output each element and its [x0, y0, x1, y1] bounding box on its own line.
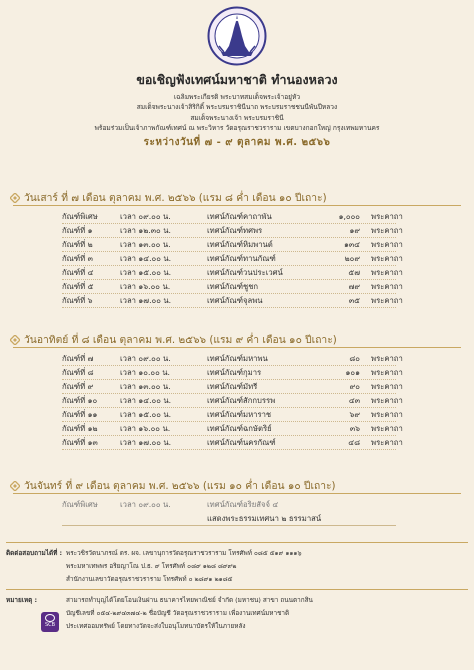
day-header [10, 190, 464, 206]
verse-unit: พระคาถา [371, 282, 403, 291]
contact-line [6, 560, 468, 573]
verse-count: ๑,๐๐๐ [338, 212, 360, 221]
day-header-text: วันจันทร์ ที่ ๙ เดือน ตุลาคม พ.ศ. ๒๕๖๖ (แรม ๑๐ ค่ำ เดือน ๑๐ ปีเถาะ) [24, 480, 336, 492]
sermon-name: เทศน์กัณฑ์ทานกัณฑ์ [207, 254, 276, 263]
day-section-saturday [10, 190, 464, 308]
verse-unit: พระคาถา [371, 296, 403, 305]
verse-count: ๓๖ [349, 424, 360, 433]
schedule-row [62, 352, 403, 366]
time: เวลา ๑๓.๐๐ น. [120, 240, 171, 249]
time: เวลา ๐๙.๐๐ น. [120, 354, 171, 363]
bank-logo-icon: SCB [41, 612, 59, 632]
diamond-ornament-icon [10, 481, 20, 491]
schedule-row [62, 252, 403, 266]
schedule-row [62, 224, 403, 238]
verse-unit: พระคาถา [371, 424, 403, 433]
verse-count: ๔๘ [348, 438, 360, 447]
time: เวลา ๐๙.๐๐ น. [120, 212, 171, 221]
sermon-name: เทศน์กัณฑ์อริยสัจจ์ ๔ [207, 500, 279, 509]
time: เวลา ๐๙.๐๐ น. [120, 500, 171, 509]
time: เวลา ๑๓.๐๐ น. [120, 382, 171, 391]
time: เวลา ๑๖.๐๐ น. [120, 282, 171, 291]
verse-count: ๙๐ [349, 382, 360, 391]
sermon-name: เทศน์กัณฑ์จุลพน [207, 296, 263, 305]
verse-unit: พระคาถา [371, 354, 403, 363]
contact-value: สำนักงานเลขาวัดอรุณราชวราราม โทรศัพท์ ๐ ๒๘๙๑ ๒๑๘๕ [66, 575, 233, 583]
dedication-line: พร้อมร่วมเป็นเจ้าภาพกัณฑ์เทศน์ ณ พระวิหาร วัดอรุณราชวราราม เขตบางกอกใหญ่ กรุงเทพมหานคร [94, 123, 380, 132]
verse-count: ๖๙ [349, 410, 360, 419]
schedule-row [62, 210, 403, 224]
contact-line [6, 573, 468, 586]
diamond-ornament-icon [10, 335, 20, 345]
verse-count: ๕๗ [348, 268, 360, 277]
diamond-ornament-icon [10, 193, 20, 203]
time: เวลา ๑๗.๐๐ น. [120, 438, 172, 447]
day-header [10, 332, 464, 348]
remark-line [6, 607, 468, 620]
contact-section [6, 547, 468, 633]
sermon-name: เทศน์กัณฑ์คาถาพัน [207, 212, 272, 221]
sermon-name: เทศน์กัณฑ์มหาราช [207, 410, 272, 419]
day-header [10, 478, 464, 494]
kan-number: กัณฑ์ที่ ๑ [62, 226, 93, 235]
header [0, 72, 474, 150]
kan-number: กัณฑ์ที่ ๖ [62, 296, 93, 305]
contact-value: พระมหาเทพพร อริยญาโณ ป.ธ. ๙ โทรศัพท์ ๐๘๙ ๑๒๘ ๘๙๙๒ [66, 562, 237, 570]
time: เวลา ๑๔.๐๐ น. [120, 396, 172, 405]
day-section-monday [10, 478, 464, 526]
verse-unit: พระคาถา [371, 226, 403, 235]
temple-emblem-icon [207, 6, 267, 66]
kan-number: กัณฑ์พิเศษ [62, 212, 98, 221]
schedule-list [62, 210, 403, 308]
dedication-line: เฉลิมพระเกียรติ พระบาทสมเด็จพระเจ้าอยู่หัว [173, 93, 301, 101]
schedule-row [62, 436, 403, 450]
sermon-note: แสดงพระธรรมเทศนา ๒ ธรรมาสน์ [207, 514, 322, 523]
schedule-list [62, 498, 392, 526]
time: เวลา ๑๒.๓๐ น. [120, 226, 171, 235]
schedule-row [62, 280, 403, 294]
dedication-line: สมเด็จพระนางเจ้าสิริกิติ์ พระบรมราชินีนาถ พระบรมราชชนนีพันปีหลวง [136, 103, 338, 112]
verse-unit: พระคาถา [371, 368, 403, 377]
kan-number: กัณฑ์ที่ ๓ [62, 254, 93, 263]
sermon-name: เทศน์กัณฑ์มัทรี [207, 382, 258, 391]
remark-value: ประเทศออมทรัพย์ โดยทางวัดจะส่งใบอนุโมทนาบัตรให้ในภายหลัง [66, 622, 246, 630]
schedule-row [62, 366, 403, 380]
verse-unit: พระคาถา [371, 212, 403, 221]
verse-count: ๗๙ [348, 282, 360, 291]
verse-count: ๒๐๙ [344, 254, 360, 263]
dedication-line: สมเด็จพระนางเจ้า พระบรมราชินี [190, 113, 284, 122]
divider [6, 589, 468, 590]
time: เวลา ๑๕.๐๐ น. [120, 268, 172, 277]
time: เวลา ๑๖.๐๐ น. [120, 424, 171, 433]
time: เวลา ๑๔.๐๐ น. [120, 254, 172, 263]
schedule-row [62, 394, 403, 408]
schedule-row [62, 266, 403, 280]
verse-count: ๑๓๔ [344, 240, 360, 249]
sermon-name: เทศน์กัณฑ์ทศพร [207, 226, 263, 235]
kan-number: กัณฑ์ที่ ๒ [62, 240, 93, 249]
verse-unit: พระคาถา [371, 254, 403, 263]
sermon-name: เทศน์กัณฑ์นครกัณฑ์ [207, 438, 276, 447]
kan-number: กัณฑ์ที่ ๙ [62, 382, 94, 391]
schedule-row [62, 294, 403, 308]
schedule-row [62, 498, 392, 512]
schedule-row [62, 238, 403, 252]
kan-number: กัณฑ์ที่ ๑๑ [62, 410, 98, 419]
schedule-row [62, 408, 403, 422]
verse-count: ๔๓ [348, 396, 360, 405]
verse-unit: พระคาถา [371, 410, 403, 419]
divider [13, 347, 461, 348]
sermon-name: เทศน์กัณฑ์ฉกษัตริย์ [207, 424, 272, 433]
kan-number: กัณฑ์ที่ ๗ [62, 354, 94, 363]
kan-number: กัณฑ์ที่ ๘ [62, 368, 94, 377]
kan-number: กัณฑ์พิเศษ [62, 500, 98, 509]
schedule-row [62, 422, 403, 436]
remark-value: สามารถทำบุญได้โดยโอนเงินผ่าน ธนาคารไทยพาณิชย์ จำกัด (มหาชน) สาขา ถนนตากสิน [66, 596, 313, 604]
sermon-name: เทศน์กัณฑ์วนประเวศน์ [207, 268, 283, 277]
time: เวลา ๑๕.๐๐ น. [120, 410, 172, 419]
verse-unit: พระคาถา [371, 396, 403, 405]
schedule-row [62, 380, 403, 394]
day-section-sunday [10, 332, 464, 450]
remark-line [6, 620, 468, 633]
verse-unit: พระคาถา [371, 382, 403, 391]
contact-label: ติดต่อสอบถามได้ที่ : [6, 549, 63, 557]
schedule-list [62, 352, 403, 450]
time: เวลา ๑๗.๐๐ น. [120, 296, 172, 305]
page-title: ขอเชิญฟังเทศน์มหาชาติ ทำนองหลวง [136, 72, 338, 87]
sermon-name: เทศน์กัณฑ์มหาพน [207, 354, 268, 363]
kan-number: กัณฑ์ที่ ๑๓ [62, 438, 98, 447]
sermon-name: เทศน์กัณฑ์ชูชก [207, 282, 259, 291]
divider [13, 205, 461, 206]
divider [6, 542, 468, 543]
sermon-name: เทศน์กัณฑ์สักกบรรพ [207, 396, 276, 405]
verse-count: ๑๙ [349, 226, 360, 235]
kan-number: กัณฑ์ที่ ๔ [62, 268, 94, 277]
kan-number: กัณฑ์ที่ ๕ [62, 282, 94, 291]
schedule-row-note [62, 512, 392, 526]
kan-number: กัณฑ์ที่ ๑๐ [62, 396, 98, 405]
remark-value: บัญชีเลขที่ ๐๕๔-๒๙๔๓๗๔-๒ ชื่อบัญชี วัดอรุณราชวราราม เพื่องานเทศน์มหาชาติ [66, 609, 290, 617]
verse-unit: พระคาถา [371, 268, 403, 277]
contact-value: พระวชิรวัตนาภรณ์ ดร. ผจ. เลขานุการวัดอรุณราชวราราม โทรศัพท์ ๐๘๕ ๕๑๙ ๑๑๑๖ [66, 549, 302, 557]
day-header-text: วันอาทิตย์ ที่ ๘ เดือน ตุลาคม พ.ศ. ๒๕๖๖ (แรม ๙ ค่ำ เดือน ๑๐ ปีเถาะ) [24, 334, 337, 346]
verse-count: ๓๕ [348, 296, 360, 305]
remark-line [6, 594, 468, 607]
sermon-name: เทศน์กัณฑ์หิมพานต์ [207, 240, 273, 249]
sermon-name: เทศน์กัณฑ์กุมาร [207, 368, 262, 377]
verse-count: ๘๐ [349, 354, 360, 363]
kan-number: กัณฑ์ที่ ๑๒ [62, 424, 98, 433]
verse-unit: พระคาถา [371, 240, 403, 249]
verse-unit: พระคาถา [371, 438, 403, 447]
date-range: ระหว่างวันที่ ๗ - ๙ ตุลาคม พ.ศ. ๒๕๖๖ [143, 137, 331, 149]
verse-count: ๑๐๑ [345, 368, 360, 377]
day-header-text: วันเสาร์ ที่ ๗ เดือน ตุลาคม พ.ศ. ๒๕๖๖ (แรม ๘ ค่ำ เดือน ๑๐ ปีเถาะ) [24, 192, 327, 204]
remark-label: หมายเหตุ : [6, 596, 38, 604]
time: เวลา ๑๐.๐๐ น. [120, 368, 170, 377]
contact-line [6, 547, 468, 560]
divider [13, 493, 461, 494]
